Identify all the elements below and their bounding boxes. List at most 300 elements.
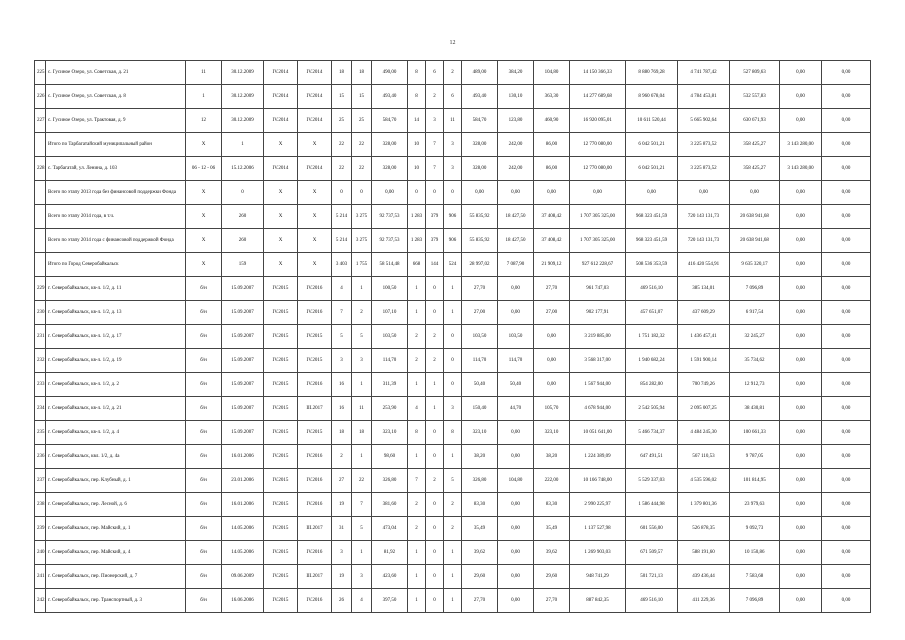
cell-doc-date: 14.05.2006 <box>222 517 264 541</box>
cell-residents-resettled: 3 275 <box>352 229 372 253</box>
cell-doc-date: 15.09.2007 <box>222 325 264 349</box>
cell-plan-start: X <box>264 229 298 253</box>
cell-area-total: 98,60 <box>372 445 408 469</box>
cell-plan-end: IV.2015 <box>298 349 332 373</box>
cell-fund-share: 0,00 <box>626 181 678 205</box>
cell-plan-end: IV.2016 <box>298 445 332 469</box>
cell-residents-resettled: 5 <box>352 517 372 541</box>
cell-residents-resettled: 22 <box>352 157 372 181</box>
cell-area-private: 0,00 <box>498 589 534 613</box>
table-row <box>35 469 871 493</box>
cell-area-municipal: 27,00 <box>534 301 570 325</box>
cell-plan-start: IV.2014 <box>264 109 298 133</box>
cell-fund-share: 10 611 520,44 <box>626 109 678 133</box>
cell-address: г. Северобайкальск, кв-л. 1/2, д. 19 <box>46 349 186 373</box>
cell-extra-funds: 0,00 <box>780 493 822 517</box>
cell-rooms-private: 2 <box>426 469 444 493</box>
cell-rooms-private: 3 <box>426 109 444 133</box>
cell-residents-resettled: 4 <box>352 589 372 613</box>
cell-cost-total: 1 137 527,98 <box>570 517 626 541</box>
cell-fund-share: 2 542 505,94 <box>626 397 678 421</box>
cell-area-resettled: 323,10 <box>462 421 498 445</box>
cell-doc-date: 159 <box>222 253 264 277</box>
cell-area-municipal: 0,00 <box>534 349 570 373</box>
cell-residents-total: 15 <box>332 85 352 109</box>
cell-area-total: 58 514,48 <box>372 253 408 277</box>
cell-area-municipal: 21 909,12 <box>534 253 570 277</box>
cell-rooms-municipal: 5 <box>444 469 462 493</box>
cell-rooms-municipal: 0 <box>444 349 462 373</box>
cell-area-total: 326,80 <box>372 469 408 493</box>
cell-doc-number: б/н <box>186 493 222 517</box>
cell-area-resettled: 493,40 <box>462 85 498 109</box>
cell-address: Всего по этапу 2014 года с финансовой поддержкой Фонда <box>46 229 186 253</box>
cell-plan-end: III.2017 <box>298 565 332 589</box>
cell-doc-number: б/н <box>186 373 222 397</box>
cell-doc-number: 11 <box>186 61 222 85</box>
cell-area-private: 0,00 <box>498 493 534 517</box>
cell-other-funds: 0,00 <box>822 181 871 205</box>
cell-rooms-municipal: 1 <box>444 589 462 613</box>
cell-rooms-total: 1 <box>408 589 426 613</box>
cell-plan-start: IV.2015 <box>264 469 298 493</box>
cell-local-share: 0,00 <box>730 181 780 205</box>
cell-rooms-total: 10 <box>408 133 426 157</box>
cell-doc-date: 16.01.2006 <box>222 493 264 517</box>
cell-extra-funds: 0,00 <box>780 61 822 85</box>
cell-local-share: 630 671,93 <box>730 109 780 133</box>
cell-plan-end: X <box>298 229 332 253</box>
table-body <box>35 61 871 613</box>
cell-doc-date: 16.01.2006 <box>222 445 264 469</box>
cell-plan-end: IV.2016 <box>298 541 332 565</box>
cell-other-funds: 0,00 <box>822 517 871 541</box>
cell-rooms-municipal: 524 <box>444 253 462 277</box>
cell-area-resettled: 27,70 <box>462 277 498 301</box>
cell-other-funds: 0,00 <box>822 253 871 277</box>
cell-local-share: 358 425,27 <box>730 133 780 157</box>
cell-residents-resettled: 18 <box>352 61 372 85</box>
cell-area-total: 253,90 <box>372 397 408 421</box>
table-row <box>35 589 871 613</box>
cell-doc-number: б/н <box>186 349 222 373</box>
cell-address: г. Северобайкальск, кв-л. 1/2, д. 21 <box>46 397 186 421</box>
cell-residents-total: 16 <box>332 373 352 397</box>
cell-area-municipal: 35,49 <box>534 517 570 541</box>
table-row <box>35 373 871 397</box>
cell-other-funds: 0,00 <box>822 229 871 253</box>
cell-extra-funds: 0,00 <box>780 229 822 253</box>
cell-region-share: 3 225 873,52 <box>678 133 730 157</box>
cell-row-number: 227 <box>35 109 46 133</box>
cell-other-funds: 0,00 <box>822 205 871 229</box>
cell-other-funds: 0,00 <box>822 133 871 157</box>
cell-area-municipal: 460,90 <box>534 109 570 133</box>
cell-local-share: 38 430,81 <box>730 397 780 421</box>
cell-local-share: 32 245,27 <box>730 325 780 349</box>
cell-cost-total: 4 678 944,00 <box>570 397 626 421</box>
cell-rooms-municipal: 2 <box>444 493 462 517</box>
cell-row-number <box>35 133 46 157</box>
cell-area-private: 104,80 <box>498 469 534 493</box>
cell-residents-total: 27 <box>332 469 352 493</box>
cell-row-number: 241 <box>35 565 46 589</box>
cell-other-funds: 0,00 <box>822 325 871 349</box>
cell-plan-start: IV.2015 <box>264 517 298 541</box>
cell-local-share: 6 917,54 <box>730 301 780 325</box>
cell-doc-date: 260 <box>222 205 264 229</box>
cell-rooms-private: 0 <box>426 565 444 589</box>
cell-rooms-private: 7 <box>426 157 444 181</box>
cell-residents-resettled: 1 <box>352 277 372 301</box>
cell-plan-start: IV.2015 <box>264 397 298 421</box>
cell-rooms-total: 8 <box>408 61 426 85</box>
cell-fund-share: 647 491,51 <box>626 445 678 469</box>
cell-residents-resettled: 1 <box>352 373 372 397</box>
cell-area-private: 44,70 <box>498 397 534 421</box>
cell-other-funds: 0,00 <box>822 301 871 325</box>
cell-residents-resettled: 22 <box>352 133 372 157</box>
cell-row-number: 231 <box>35 325 46 349</box>
cell-rooms-municipal: 2 <box>444 517 462 541</box>
cell-residents-resettled: 1 <box>352 445 372 469</box>
cell-rooms-municipal: 906 <box>444 229 462 253</box>
cell-plan-end: III.2017 <box>298 517 332 541</box>
cell-area-municipal: 323,10 <box>534 421 570 445</box>
cell-plan-end: X <box>298 205 332 229</box>
cell-area-total: 114,70 <box>372 349 408 373</box>
cell-area-resettled: 328,00 <box>462 133 498 157</box>
table-row <box>35 397 871 421</box>
cell-area-private: 0,00 <box>498 421 534 445</box>
cell-rooms-municipal: 1 <box>444 541 462 565</box>
cell-plan-end: IV.2016 <box>298 493 332 517</box>
cell-rooms-municipal: 0 <box>444 373 462 397</box>
cell-row-number: 232 <box>35 349 46 373</box>
table-row <box>35 61 871 85</box>
cell-residents-resettled: 3 <box>352 349 372 373</box>
cell-plan-end: IV.2014 <box>298 157 332 181</box>
cell-area-private: 0,00 <box>498 301 534 325</box>
cell-plan-end: IV.2016 <box>298 301 332 325</box>
cell-rooms-private: 0 <box>426 541 444 565</box>
cell-address: г. Северобайкальск, пер. Пионерский, д. 7 <box>46 565 186 589</box>
cell-plan-end: IV.2014 <box>298 109 332 133</box>
cell-plan-start: IV.2014 <box>264 61 298 85</box>
cell-cost-total: 948 741,29 <box>570 565 626 589</box>
cell-region-share: 720 143 131,73 <box>678 229 730 253</box>
cell-doc-date: 0 <box>222 181 264 205</box>
cell-doc-number: б/н <box>186 325 222 349</box>
cell-area-resettled: 29,60 <box>462 565 498 589</box>
cell-fund-share: 457 651,07 <box>626 301 678 325</box>
cell-rooms-municipal: 3 <box>444 133 462 157</box>
cell-region-share: 4 484 245,30 <box>678 421 730 445</box>
cell-rooms-private: 144 <box>426 253 444 277</box>
cell-doc-number: X <box>186 229 222 253</box>
cell-residents-resettled: 5 <box>352 325 372 349</box>
cell-doc-date: 16.06.2006 <box>222 589 264 613</box>
cell-fund-share: 501 721,13 <box>626 565 678 589</box>
cell-local-share: 100 661,33 <box>730 421 780 445</box>
cell-area-total: 0,00 <box>372 181 408 205</box>
cell-address: с. Гусиное Озеро, ул. Советская, д. 21 <box>46 61 186 85</box>
cell-doc-number: б/н <box>186 277 222 301</box>
cell-region-share: 4 784 453,81 <box>678 85 730 109</box>
table-row <box>35 493 871 517</box>
cell-area-total: 311,39 <box>372 373 408 397</box>
cell-residents-total: 22 <box>332 157 352 181</box>
table-row <box>35 349 871 373</box>
cell-residents-total: 3 <box>332 349 352 373</box>
cell-area-resettled: 35,49 <box>462 517 498 541</box>
cell-cost-total: 16 920 095,01 <box>570 109 626 133</box>
cell-cost-total: 887 842,35 <box>570 589 626 613</box>
cell-row-number: 235 <box>35 421 46 445</box>
cell-rooms-total: 2 <box>408 325 426 349</box>
cell-cost-total: 14 150 366,33 <box>570 61 626 85</box>
cell-address: с. Гусиное Озеро, ул. Советская, д. 8 <box>46 85 186 109</box>
cell-area-resettled: 328,00 <box>462 157 498 181</box>
cell-row-number <box>35 205 46 229</box>
cell-region-share: 588 191,60 <box>678 541 730 565</box>
table-row <box>35 181 871 205</box>
cell-area-private: 18 427,50 <box>498 229 534 253</box>
cell-area-total: 328,00 <box>372 133 408 157</box>
cell-plan-end: X <box>298 181 332 205</box>
cell-other-funds: 0,00 <box>822 349 871 373</box>
cell-area-resettled: 114,70 <box>462 349 498 373</box>
cell-extra-funds: 0,00 <box>780 421 822 445</box>
cell-other-funds: 0,00 <box>822 589 871 613</box>
cell-area-resettled: 27,70 <box>462 589 498 613</box>
cell-fund-share: 968 323 451,59 <box>626 229 678 253</box>
cell-area-municipal: 363,30 <box>534 85 570 109</box>
cell-address: с. Гусиное Озеро, ул. Трактовая, д. 9 <box>46 109 186 133</box>
cell-doc-date: 30.12.2009 <box>222 109 264 133</box>
cell-area-total: 381,60 <box>372 493 408 517</box>
cell-address: г. Северобайкальск, кв-л. 1/2, д. 13 <box>46 301 186 325</box>
cell-other-funds: 0,00 <box>822 445 871 469</box>
cell-rooms-municipal: 2 <box>444 61 462 85</box>
cell-area-total: 473,04 <box>372 517 408 541</box>
cell-local-share: 20 638 941,68 <box>730 229 780 253</box>
cell-fund-share: 968 323 451,59 <box>626 205 678 229</box>
cell-area-resettled: 28 997,02 <box>462 253 498 277</box>
cell-rooms-private: 6 <box>426 61 444 85</box>
cell-region-share: 437 609,29 <box>678 301 730 325</box>
cell-plan-start: IV.2015 <box>264 325 298 349</box>
cell-residents-resettled: 18 <box>352 421 372 445</box>
cell-cost-total: 1 707 305 325,00 <box>570 229 626 253</box>
cell-area-private: 50,40 <box>498 373 534 397</box>
cell-fund-share: 5 466 734,37 <box>626 421 678 445</box>
cell-doc-date: 15.09.2007 <box>222 301 264 325</box>
cell-extra-funds: 0,00 <box>780 541 822 565</box>
cell-region-share: 3 225 873,52 <box>678 157 730 181</box>
cell-doc-date: 15.09.2007 <box>222 349 264 373</box>
cell-cost-total: 1 707 305 325,00 <box>570 205 626 229</box>
cell-plan-end: IV.2015 <box>298 325 332 349</box>
cell-extra-funds: 0,00 <box>780 349 822 373</box>
cell-area-private: 0,00 <box>498 517 534 541</box>
cell-other-funds: 0,00 <box>822 85 871 109</box>
cell-doc-number: X <box>186 205 222 229</box>
cell-area-municipal: 27,70 <box>534 589 570 613</box>
cell-doc-number: б/н <box>186 445 222 469</box>
cell-area-municipal: 86,00 <box>534 157 570 181</box>
cell-rooms-total: 0 <box>408 181 426 205</box>
cell-row-number: 242 <box>35 589 46 613</box>
cell-cost-total: 3 219 885,00 <box>570 325 626 349</box>
cell-address: Итого по Город Северобайкальск <box>46 253 186 277</box>
cell-address: г. Северобайкальск, пер. Транспортный, д. 3 <box>46 589 186 613</box>
table-row <box>35 133 871 157</box>
cell-rooms-municipal: 6 <box>444 85 462 109</box>
cell-area-private: 123,80 <box>498 109 534 133</box>
cell-residents-resettled: 22 <box>352 469 372 493</box>
cell-cost-total: 10 051 641,00 <box>570 421 626 445</box>
cell-doc-number: б/н <box>186 565 222 589</box>
cell-row-number: 233 <box>35 373 46 397</box>
cell-other-funds: 0,00 <box>822 541 871 565</box>
cell-extra-funds: 3 143 280,00 <box>780 157 822 181</box>
cell-fund-share: 1 751 182,32 <box>626 325 678 349</box>
cell-residents-total: 26 <box>332 589 352 613</box>
cell-residents-resettled: 1 <box>352 541 372 565</box>
cell-area-total: 100,50 <box>372 277 408 301</box>
cell-rooms-total: 1 283 <box>408 229 426 253</box>
cell-address: Всего по этапу 2013 года без финансовой поддержки Фонда <box>46 181 186 205</box>
table-row <box>35 517 871 541</box>
cell-residents-total: 3 <box>332 541 352 565</box>
cell-rooms-private: 0 <box>426 301 444 325</box>
cell-local-share: 9 787,05 <box>730 445 780 469</box>
cell-doc-number: 1 <box>186 85 222 109</box>
cell-local-share: 532 557,83 <box>730 85 780 109</box>
cell-rooms-total: 2 <box>408 517 426 541</box>
cell-area-municipal: 86,00 <box>534 133 570 157</box>
cell-cost-total: 3 568 317,00 <box>570 349 626 373</box>
cell-other-funds: 0,00 <box>822 277 871 301</box>
cell-plan-end: III.2017 <box>298 397 332 421</box>
cell-area-resettled: 27,00 <box>462 301 498 325</box>
cell-address: г. Северобайкальск, кв-л. 1/2, д. 2 <box>46 373 186 397</box>
table-row <box>35 253 871 277</box>
cell-region-share: 526 878,35 <box>678 517 730 541</box>
cell-rooms-total: 7 <box>408 469 426 493</box>
cell-plan-start: IV.2014 <box>264 157 298 181</box>
cell-residents-total: 3 403 <box>332 253 352 277</box>
cell-plan-end: IV.2016 <box>298 469 332 493</box>
cell-rooms-total: 8 <box>408 85 426 109</box>
cell-rooms-private: 0 <box>426 445 444 469</box>
cell-cost-total: 961 747,03 <box>570 277 626 301</box>
cell-extra-funds: 0,00 <box>780 565 822 589</box>
cell-plan-start: X <box>264 253 298 277</box>
cell-residents-total: 31 <box>332 517 352 541</box>
cell-region-share: 416 420 554,91 <box>678 253 730 277</box>
cell-cost-total: 12 770 080,00 <box>570 157 626 181</box>
cell-area-resettled: 39,62 <box>462 541 498 565</box>
cell-plan-start: X <box>264 205 298 229</box>
housing-registry-table <box>34 60 871 613</box>
cell-cost-total: 14 277 689,68 <box>570 85 626 109</box>
cell-fund-share: 6 042 501,21 <box>626 133 678 157</box>
cell-residents-total: 5 <box>332 325 352 349</box>
cell-rooms-municipal: 8 <box>444 421 462 445</box>
cell-cost-total: 1 269 903,03 <box>570 541 626 565</box>
cell-other-funds: 0,00 <box>822 109 871 133</box>
cell-region-share: 0,00 <box>678 181 730 205</box>
cell-area-resettled: 326,80 <box>462 469 498 493</box>
cell-extra-funds: 0,00 <box>780 373 822 397</box>
cell-doc-date: 30.12.2009 <box>222 61 264 85</box>
cell-plan-start: IV.2015 <box>264 565 298 589</box>
cell-local-share: 7 096,89 <box>730 277 780 301</box>
cell-residents-total: 7 <box>332 301 352 325</box>
cell-address: Всего по этапу 2014 года, в т.ч. <box>46 205 186 229</box>
cell-extra-funds: 0,00 <box>780 85 822 109</box>
cell-doc-number: б/н <box>186 421 222 445</box>
cell-extra-funds: 3 143 280,00 <box>780 133 822 157</box>
cell-cost-total: 2 990 225,97 <box>570 493 626 517</box>
cell-local-share: 20 638 941,68 <box>730 205 780 229</box>
cell-residents-resettled: 15 <box>352 85 372 109</box>
cell-area-municipal: 0,00 <box>534 325 570 349</box>
table-row <box>35 445 871 469</box>
cell-area-private: 242,00 <box>498 133 534 157</box>
cell-residents-total: 2 <box>332 445 352 469</box>
cell-plan-end: IV.2016 <box>298 373 332 397</box>
cell-region-share: 720 143 131,73 <box>678 205 730 229</box>
cell-rooms-private: 7 <box>426 133 444 157</box>
cell-rooms-municipal: 0 <box>444 325 462 349</box>
cell-row-number: 236 <box>35 445 46 469</box>
cell-fund-share: 1 940 682,24 <box>626 349 678 373</box>
cell-row-number <box>35 181 46 205</box>
cell-local-share: 358 425,27 <box>730 157 780 181</box>
cell-plan-start: IV.2015 <box>264 277 298 301</box>
cell-rooms-private: 1 <box>426 373 444 397</box>
cell-local-share: 9 635 320,17 <box>730 253 780 277</box>
cell-rooms-private: 0 <box>426 421 444 445</box>
cell-region-share: 5 665 902,64 <box>678 109 730 133</box>
cell-address: Итого по Тарбагатайский муниципальный район <box>46 133 186 157</box>
cell-rooms-municipal: 1 <box>444 565 462 589</box>
cell-area-municipal: 222,00 <box>534 469 570 493</box>
cell-rooms-total: 2 <box>408 493 426 517</box>
cell-rooms-municipal: 3 <box>444 157 462 181</box>
cell-residents-total: 4 <box>332 277 352 301</box>
cell-row-number <box>35 229 46 253</box>
cell-plan-end: X <box>298 253 332 277</box>
cell-address: г. Северобайкальск, квл. 1/2, д. 4а <box>46 445 186 469</box>
cell-doc-number: X <box>186 133 222 157</box>
cell-area-resettled: 83,30 <box>462 493 498 517</box>
cell-region-share: 567 110,53 <box>678 445 730 469</box>
cell-area-total: 92 737,53 <box>372 229 408 253</box>
cell-rooms-total: 1 283 <box>408 205 426 229</box>
cell-fund-share: 508 536 353,59 <box>626 253 678 277</box>
cell-plan-start: IV.2015 <box>264 301 298 325</box>
cell-rooms-total: 1 <box>408 445 426 469</box>
cell-region-share: 1 379 801,36 <box>678 493 730 517</box>
cell-fund-share: 5 529 337,03 <box>626 469 678 493</box>
cell-fund-share: 854 282,00 <box>626 373 678 397</box>
cell-plan-start: IV.2015 <box>264 541 298 565</box>
cell-area-resettled: 55 835,92 <box>462 229 498 253</box>
